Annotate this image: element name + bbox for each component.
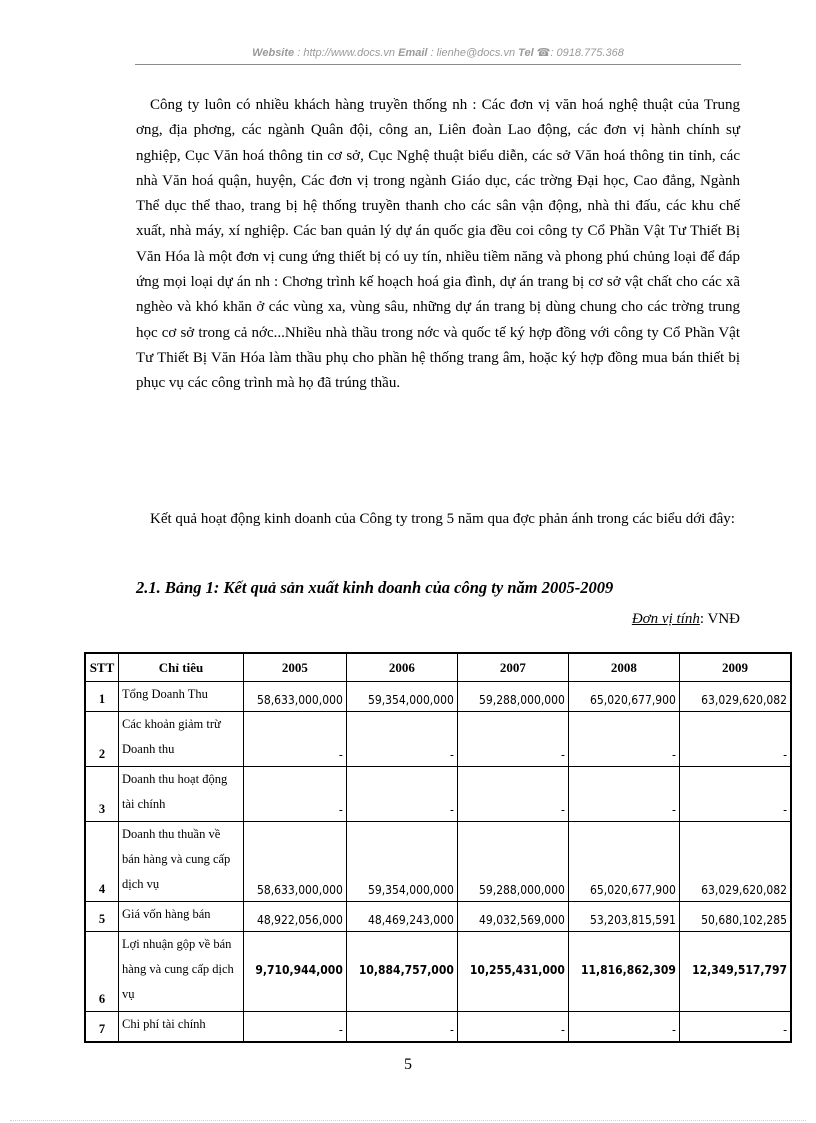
cell-value: - [457,1012,568,1043]
cell-value: - [244,712,347,767]
table-row [85,902,791,932]
cell-value: 12,349,517,797 [679,932,791,1012]
header-stt: STT [85,653,119,682]
table-row [85,682,791,712]
section-title: 2.1. Bảng 1: Kết quả sản xuất kinh doanh của công ty năm 2005-2009 [136,578,614,597]
row-indicator: Tổng Doanh Thu [119,682,244,712]
cell-value: - [346,712,457,767]
header-year-2007: 2007 [457,653,568,682]
row-stt: 5 [85,902,119,932]
cell-value: - [244,1012,347,1043]
paragraph-results-text: Kết quả hoạt động kinh doanh của Công ty trong 5 năm qua đợc phản ánh trong các biểu dới đây: [150,511,735,527]
table-row [85,767,791,822]
tel-label: Tel [518,47,534,59]
row-indicator: Doanh thu hoạt động tài chính [119,767,244,822]
paragraph-customers [136,93,740,397]
header-indicator: Chỉ tiêu [119,653,244,682]
cell-value: 59,288,000,000 [457,822,568,902]
row-stt: 3 [85,767,119,822]
cell-value: - [679,1012,791,1043]
row-indicator: Chi phí tài chính [119,1012,244,1043]
website-label: Website [252,47,295,59]
header-year-2005: 2005 [244,653,347,682]
cell-value: - [346,767,457,822]
row-stt: 7 [85,1012,119,1043]
page-bottom-divider [10,1120,806,1121]
row-indicator: Các khoản giảm trừ Doanh thu [119,712,244,767]
paragraph-customers-text: Công ty luôn có nhiều khách hàng truyền thống nh : Các đơn vị văn hoá nghệ thuật của Trung ơng, địa phơng, các ngành Quân đội, công an, Liên đoàn Lao động, các đơn vị hành chính sự nghiệp, Cục Văn hoá thông tin cơ sở, Cục Nghệ thuật biểu diễn, các sở Văn hoá thông tin tỉnh, các nhà Văn hoá quận, huyện, Các đơn vị trong ngành Giáo dục, các trờng Đại học, Cao đẳng, Ngành Thể dục thể thao, trang bị hệ thống truyền thanh cho các sân vận động, nhà thi đấu, các khu chế xuất, nhà máy, xí nghiệp. Các ban quản lý dự án quốc gia đều coi công ty Cổ Phần Vật Tư Thiết Bị Văn Hóa là một đơn vị cung ứng thiết bị có uy tín, nhiều tiềm năng và phong phú chủng loại để đáp ứng mọi loại dự án nh : Chơng trình kế hoạch hoá gia đình, dự án trang bị cơ sở vật chất cho các xã nghèo và khó khăn ở các vùng xa, vùng sâu, những dự án trang bị dùng chung cho các trờng trung học cơ sở trong cả nớc...Nhiều nhà thầu trong nớc và quốc tế ký hợp đồng với công ty Cổ Phần Vật Tư Thiết Bị Văn Hóa làm thầu phụ cho phần hệ thống trang âm, hoặc ký hợp đồng mua bán thiết bị phục vụ các công trình mà họ đã trúng thầu. [136,97,740,392]
table-row [85,1012,791,1043]
unit-note [632,611,740,628]
website-value: : http://www.docs.vn [297,47,396,59]
cell-value: 10,255,431,000 [457,932,568,1012]
row-stt: 1 [85,682,119,712]
row-stt: 6 [85,932,119,1012]
cell-value: 59,354,000,000 [346,822,457,902]
cell-value: 10,884,757,000 [346,932,457,1012]
table-row [85,712,791,767]
row-stt: 4 [85,822,119,902]
tel-value: ☎: 0918.775.368 [536,47,624,59]
cell-value: - [568,767,679,822]
cell-value: - [457,712,568,767]
cell-value: 65,020,677,900 [568,822,679,902]
cell-value: 63,029,620,082 [679,822,791,902]
cell-value: 59,354,000,000 [346,682,457,712]
unit-label: Đơn vị tính [631,611,700,627]
table-row [85,822,791,902]
cell-value: 53,203,815,591 [568,902,679,932]
email-label: Email [398,47,428,59]
header-year-2006: 2006 [346,653,457,682]
cell-value: 11,816,862,309 [568,932,679,1012]
row-indicator: Giá vốn hàng bán [119,902,244,932]
email-value: : lienhe@docs.vn [430,47,516,59]
cell-value: 65,020,677,900 [568,682,679,712]
cell-value: - [244,767,347,822]
cell-value: - [568,1012,679,1043]
cell-value: 59,288,000,000 [457,682,568,712]
page-number: 5 [404,1056,412,1073]
row-indicator: Lợi nhuận gộp về bán hàng và cung cấp dịch vụ [119,932,244,1012]
unit-value: : VNĐ [699,611,740,627]
cell-value: - [346,1012,457,1043]
cell-value: 48,922,056,000 [244,902,347,932]
cell-value: - [679,712,791,767]
cell-value: 58,633,000,000 [244,682,347,712]
header-year-2009: 2009 [679,653,791,682]
table-header-row [85,653,791,682]
business-results-table [84,652,792,1043]
page-header [135,46,741,59]
cell-value: 58,633,000,000 [244,822,347,902]
paragraph-results-intro [136,507,740,532]
cell-value: 63,029,620,082 [679,682,791,712]
row-stt: 2 [85,712,119,767]
cell-value: 9,710,944,000 [244,932,347,1012]
cell-value: - [679,767,791,822]
row-indicator: Doanh thu thuần về bán hàng và cung cấp dịch vụ [119,822,244,902]
cell-value: 49,032,569,000 [457,902,568,932]
header-year-2008: 2008 [568,653,679,682]
cell-value: 48,469,243,000 [346,902,457,932]
header-divider [135,64,741,65]
table-row [85,932,791,1012]
cell-value: 50,680,102,285 [679,902,791,932]
cell-value: - [568,712,679,767]
cell-value: - [457,767,568,822]
